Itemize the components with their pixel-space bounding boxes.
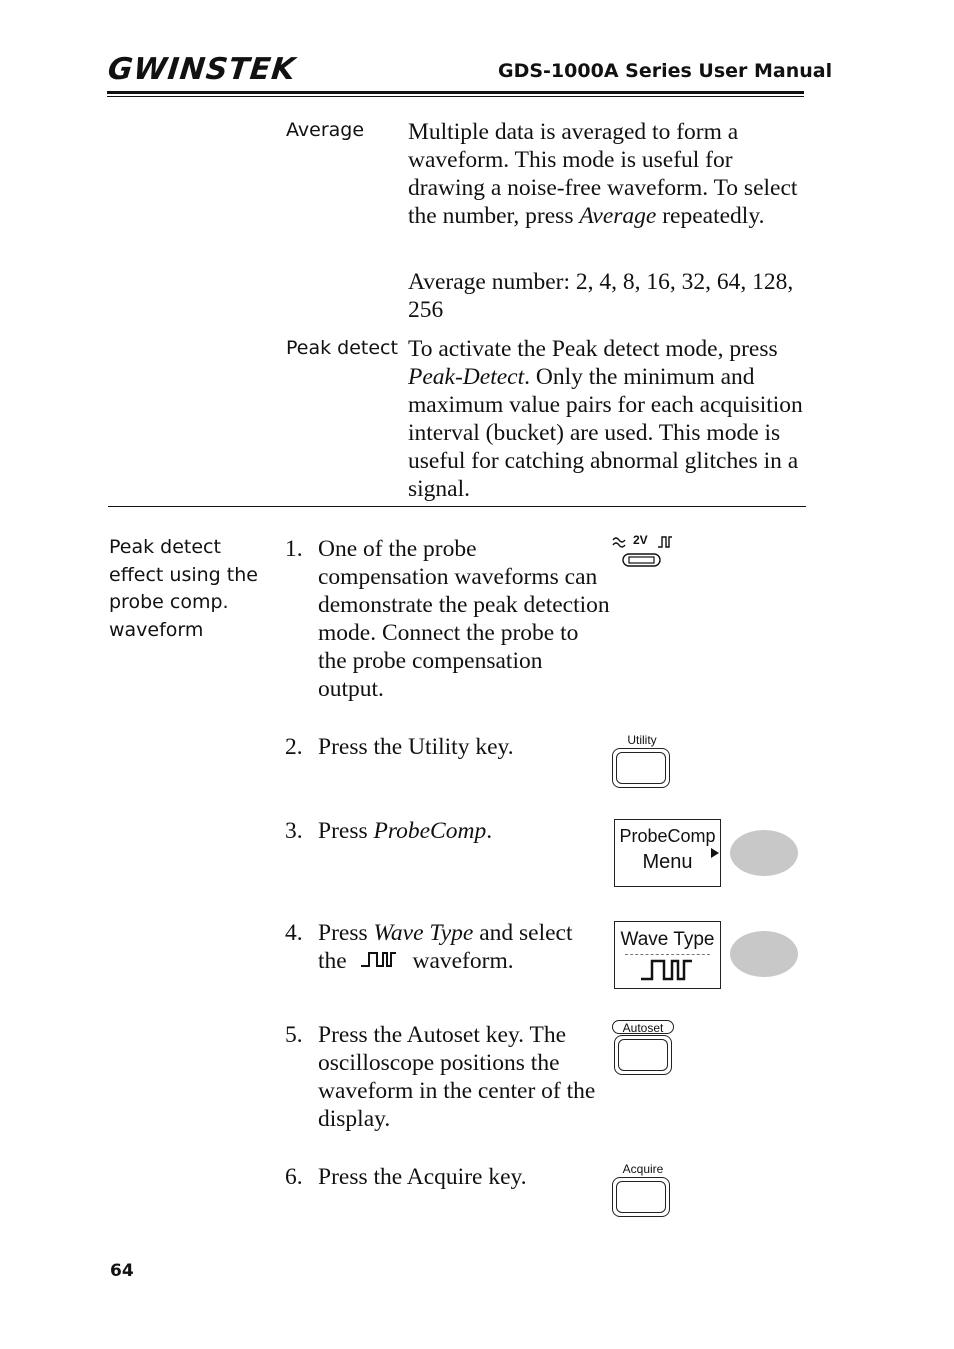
probecomp-side-button[interactable] [730, 830, 798, 876]
step-number: 1. [285, 536, 303, 562]
brand-logo: GWINSTEK [106, 52, 298, 87]
dashed-divider [625, 954, 710, 955]
utility-key[interactable] [612, 748, 670, 788]
step-text: One of the probe compensation waveforms can demonstrate the peak detection mode. Connect the probe to the probe compensation output. [318, 536, 610, 702]
mode-label-average: Average [286, 119, 365, 141]
acquire-key-label: Acquire [622, 1162, 664, 1176]
header-rule [107, 91, 804, 94]
header-rule-thin [107, 96, 804, 97]
step-text: Press the Utility key. [318, 734, 514, 760]
square-wave-icon [359, 950, 399, 970]
step-number: 6. [285, 1164, 303, 1190]
manual-title: GDS-1000A Series User Manual [498, 60, 833, 82]
menu-label: Menu [642, 851, 693, 873]
step-text: Press the Acquire key. [318, 1164, 527, 1190]
autoset-key-face [618, 1039, 668, 1071]
probecomp-label: ProbeComp [619, 826, 716, 846]
mode-desc-peak-detect: To activate the Peak detect mode, press Peak-Detect. Only the minimum and maximum value pairs for each acquisition interval (bucket) are used. This mode is useful for catching abnormal glitches in a signal. [408, 336, 803, 502]
utility-key-label: Utility [627, 733, 657, 747]
probe-comp-label: 2V [633, 533, 648, 547]
wave-type-softkey[interactable] [614, 921, 721, 989]
autoset-key-label: Autoset [612, 1020, 674, 1034]
autoset-key[interactable] [614, 1035, 672, 1075]
step-number: 4. [285, 920, 303, 946]
submenu-arrow-icon [711, 848, 719, 858]
step-number: 5. [285, 1022, 303, 1048]
square-wave-icon [638, 957, 698, 983]
average-number-list: Average number: 2, 4, 8, 16, 32, 64, 128, 256 [408, 269, 794, 323]
utility-key-face [616, 752, 666, 784]
step-text: Press Wave Type and select the waveform. [318, 920, 573, 974]
probe-comp-terminal-icon [612, 533, 676, 569]
mode-desc-average: Multiple data is averaged to form a waveform. This mode is useful for drawing a noise-free waveform. To select the number, press Average repeatedly. [408, 119, 798, 229]
mode-label-peak-detect: Peak detect [286, 337, 398, 359]
page-number: 64 [110, 1261, 134, 1281]
probecomp-menu-softkey[interactable] [614, 819, 721, 887]
section-label: Peak detect effect using the probe comp. waveform [109, 536, 258, 641]
wave-type-label: Wave Type [620, 929, 715, 950]
step-text: Press ProbeComp. [318, 818, 493, 844]
step-number: 3. [285, 818, 303, 844]
step-text: Press the Autoset key. The oscilloscope positions the waveform in the center of the display. [318, 1022, 596, 1132]
acquire-key-face [616, 1181, 666, 1213]
step-number: 2. [285, 734, 303, 760]
wave-type-side-button[interactable] [730, 931, 798, 977]
section-divider [108, 506, 806, 507]
acquire-key[interactable] [612, 1177, 670, 1217]
